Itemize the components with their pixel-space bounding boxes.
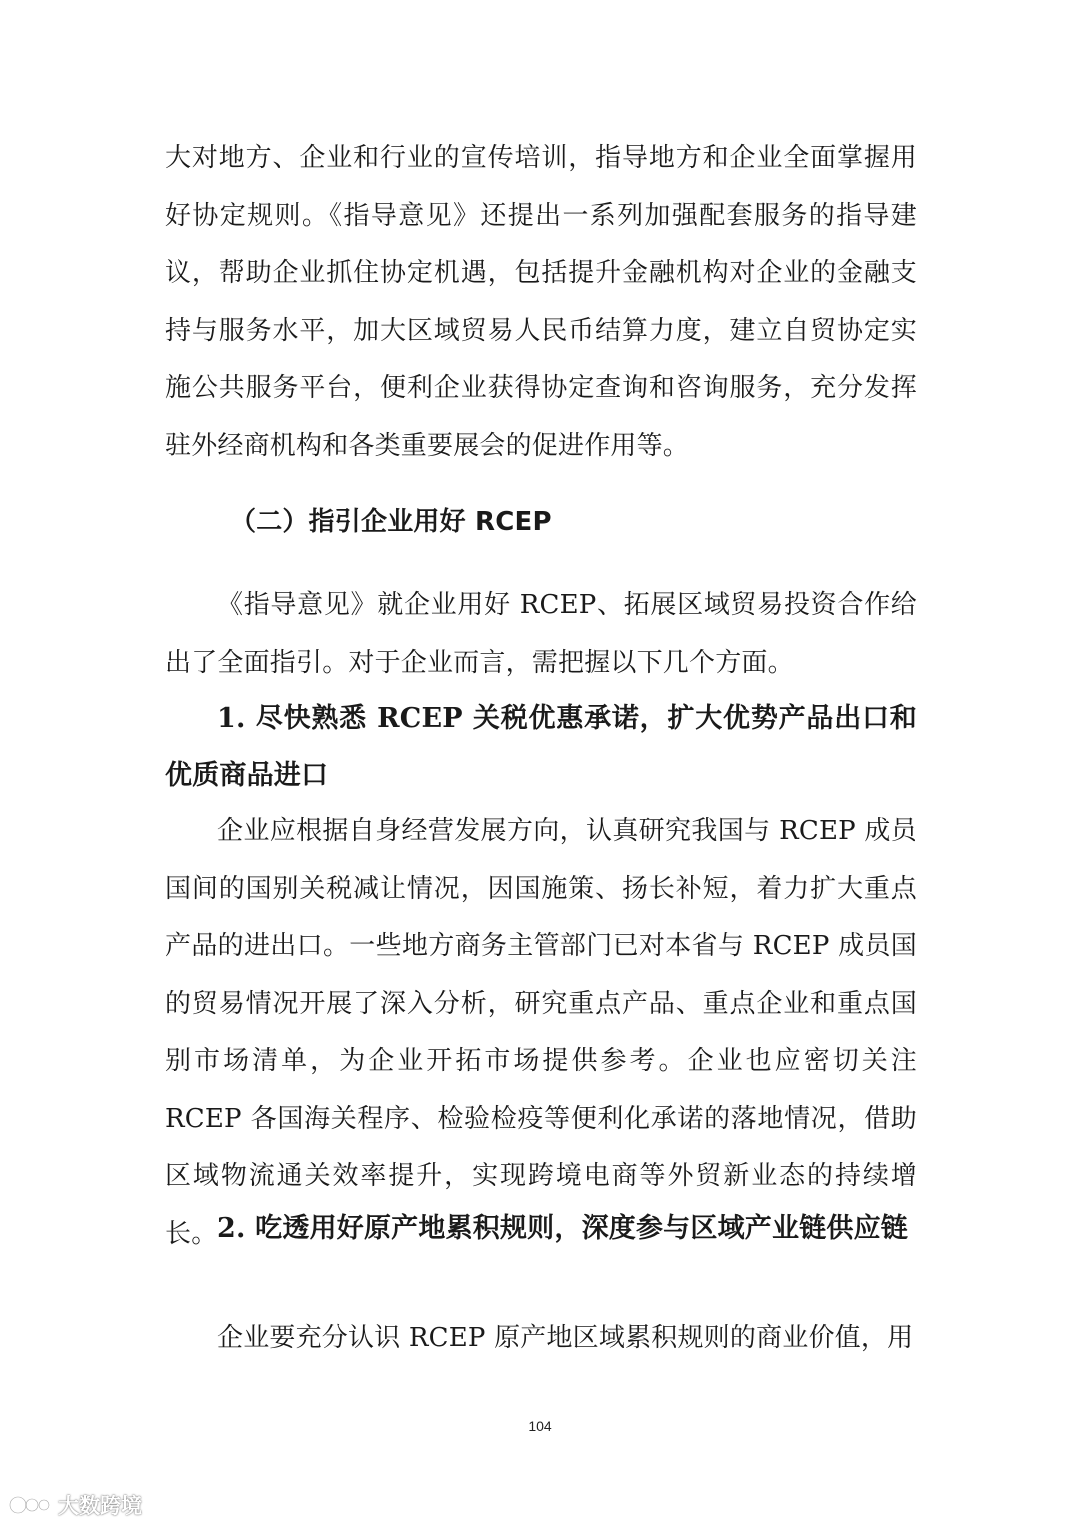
paragraph-2-block xyxy=(165,1310,917,1368)
subheading-1-block xyxy=(165,690,917,804)
subheading-1: 1. 尽快熟悉 RCEP 关税优惠承诺，扩大优势产品出口和优质商品进口 xyxy=(165,703,917,791)
paragraph-guidance: 《指导意见》就企业用好 RCEP、拓展区域贸易投资合作给出了全面指引。对于企业而言，需把握以下几个方面。 xyxy=(165,590,917,678)
watermark xyxy=(8,1490,142,1520)
paragraph-guidance-block xyxy=(165,577,917,692)
watermark-text: 大数跨境 xyxy=(58,1494,142,1518)
section-heading: （二）指引企业用好 RCEP xyxy=(230,507,552,537)
paragraph-1: 企业应根据自身经营发展方向，认真研究我国与 RCEP 成员国间的国别关税减让情况，因国施策、扬长补短，着力扩大重点产品的进出口。一些地方商务主管部门已对本省与 RCEP 成员国的贸易情况开展了深入分析，研究重点产品、重点企业和重点国别市场清单，为企业开拓市场提供参考。企业也应密切关注 RCEP 各国海关程序、检验检疫等便利化承诺的落地情况，借助区域物流通关效率提升，实现跨境电商等外贸新业态的持续增长。 xyxy=(165,816,917,1249)
paragraph-2: 企业要充分认识 RCEP 原产地区域累积规则的商业价值，用 xyxy=(217,1323,914,1353)
watermark-logo-icon xyxy=(8,1493,52,1517)
paragraph-1-block xyxy=(165,803,917,1263)
section-heading-block xyxy=(230,494,917,551)
subheading-2: 2. 吃透用好原产地累积规则，深度参与区域产业链供应链 xyxy=(217,1213,908,1244)
page-number: 104 xyxy=(528,1418,552,1434)
paragraph-intro: 大对地方、企业和行业的宣传培训，指导地方和企业全面掌握用好协定规则。《指导意见》还提出一系列加强配套服务的指导建议，帮助企业抓住协定机遇，包括提升金融机构对企业的金融支持与服务水平，加大区域贸易人民币结算力度，建立自贸协定实施公共服务平台，便利企业获得协定查询和咨询服务，充分发挥驻外经商机构和各类重要展会的促进作用等。 xyxy=(165,143,917,461)
subheading-2-block xyxy=(165,1200,917,1257)
paragraph-intro-block xyxy=(165,130,917,475)
